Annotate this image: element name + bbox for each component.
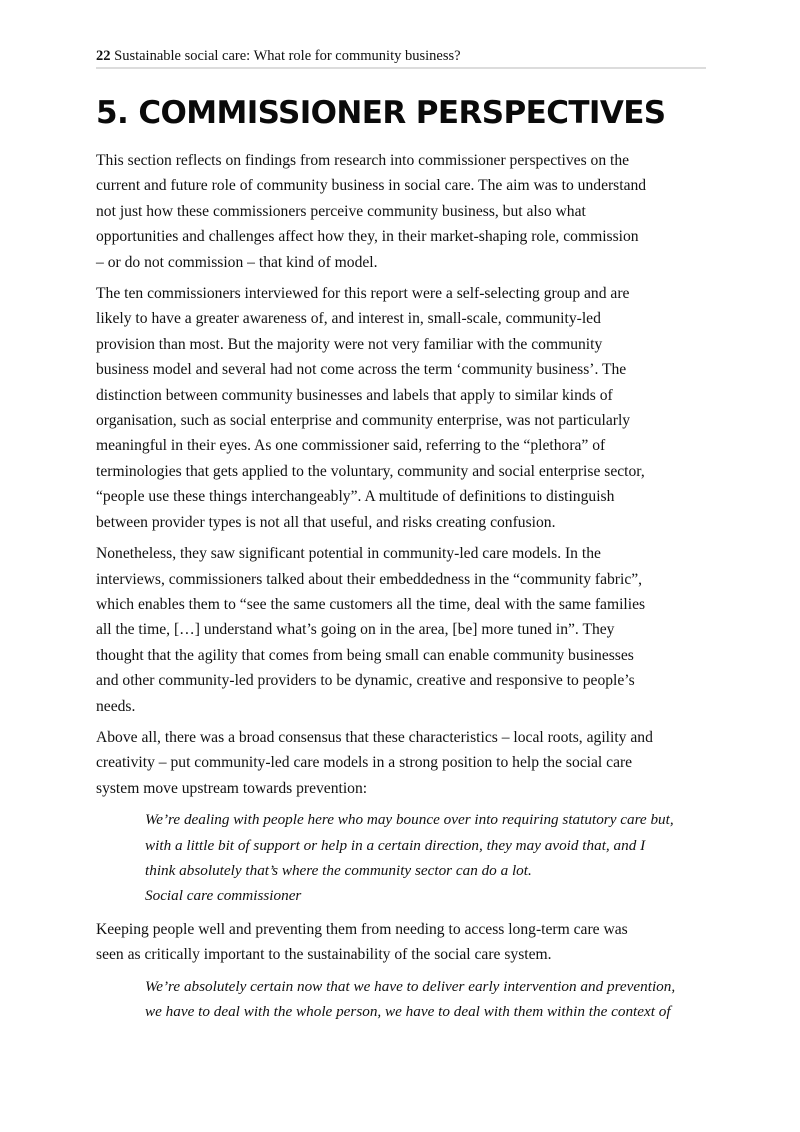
text-line: and other community-led providers to be dynamic, creative and responsive to people’s [96, 672, 635, 690]
text-line: all the time, […] understand what’s going on in the area, [be] more tuned in”. They [96, 621, 615, 639]
text-line: which enables them to “see the same customers all the time, deal with the same families [96, 595, 646, 613]
quote-attribution: Social care commissioner [145, 887, 302, 905]
text-line: Keeping people well and preventing them from needing to access long-term care was [96, 920, 628, 938]
text-line: business model and several had not come across the term ‘community business’. The [96, 361, 627, 379]
text-line: distinction between community businesses and labels that apply to similar kinds of [96, 386, 613, 404]
text-line: This section reflects on findings from research into commissioner perspectives on the [96, 152, 630, 169]
text-line: We’re dealing with people here who may bounce over into requiring statutory care but, [145, 811, 674, 829]
quote-text [145, 807, 710, 909]
text-line: opportunities and challenges affect how they, in their market-shaping role, commission [96, 228, 639, 246]
text-line: Nonetheless, they saw significant potential in community-led care models. In the [96, 545, 601, 563]
text-line: not just how these commissioners perceive community business, but also what [96, 202, 586, 220]
running-header [96, 47, 706, 65]
section-heading: 5. COMMISSIONER PERSPECTIVES [96, 95, 666, 131]
text-line: current and future role of community business in social care. The aim was to understand [96, 177, 647, 195]
header-divider [96, 67, 706, 69]
text-line: with a little bit of support or help in a certain direction, they may avoid that, and I [145, 836, 646, 854]
text-line: likely to have a greater awareness of, and interest in, small-scale, community-led [96, 310, 601, 328]
header-title: Sustainable social care: What role for community business? [114, 48, 461, 64]
text-line: Above all, there was a broad consensus that these characteristics – local roots, agility and [96, 728, 653, 746]
text-line: needs. [96, 697, 136, 715]
text-line: creativity – put community-led care models in a strong position to help the social care [96, 754, 633, 772]
text-line: system move upstream towards prevention: [96, 779, 368, 797]
text-line: terminologies that gets applied to the voluntary, community and social enterprise sector, [96, 462, 645, 480]
text-line: between provider types is not all that useful, and risks creating confusion. [96, 513, 556, 531]
text-line: seen as critically important to the sustainability of the social care system. [96, 946, 552, 964]
text-line: we have to deal with the whole person, we have to deal with them within the context of [145, 1003, 671, 1020]
blockquote-early-intervention [145, 974, 710, 1025]
text-line: – or do not commission – that kind of model. [96, 253, 378, 271]
blockquote-prevention [145, 807, 710, 909]
text-line: thought that the agility that comes from being small can enable community businesses [96, 646, 634, 664]
paragraph-commissioners [96, 281, 708, 535]
quote-text [145, 974, 710, 1025]
text-line: meaningful in their eyes. As one commissioner said, referring to the “plethora” of [96, 437, 606, 455]
paragraph-intro [96, 148, 708, 275]
text-line: We’re absolutely certain now that we have to deliver early intervention and prevention, [145, 977, 676, 995]
text-line: think absolutely that’s where the community sector can do a lot. [145, 861, 532, 879]
body-text [96, 148, 708, 1032]
paragraph-consensus [96, 725, 708, 801]
paragraph-potential [96, 541, 708, 719]
text-line: organisation, such as social enterprise and community enterprise, was not particularly [96, 412, 631, 430]
text-line: provision than most. But the majority were not very familiar with the community [96, 335, 603, 353]
text-line: “people use these things interchangeably”. A multitude of definitions to distinguish [96, 488, 615, 506]
paragraph-keeping-well [96, 917, 708, 968]
page-number: 22 [96, 48, 111, 64]
text-line: interviews, commissioners talked about their embeddedness in the “community fabric”, [96, 570, 643, 588]
text-line: The ten commissioners interviewed for this report were a self-selecting group and are [96, 285, 630, 303]
